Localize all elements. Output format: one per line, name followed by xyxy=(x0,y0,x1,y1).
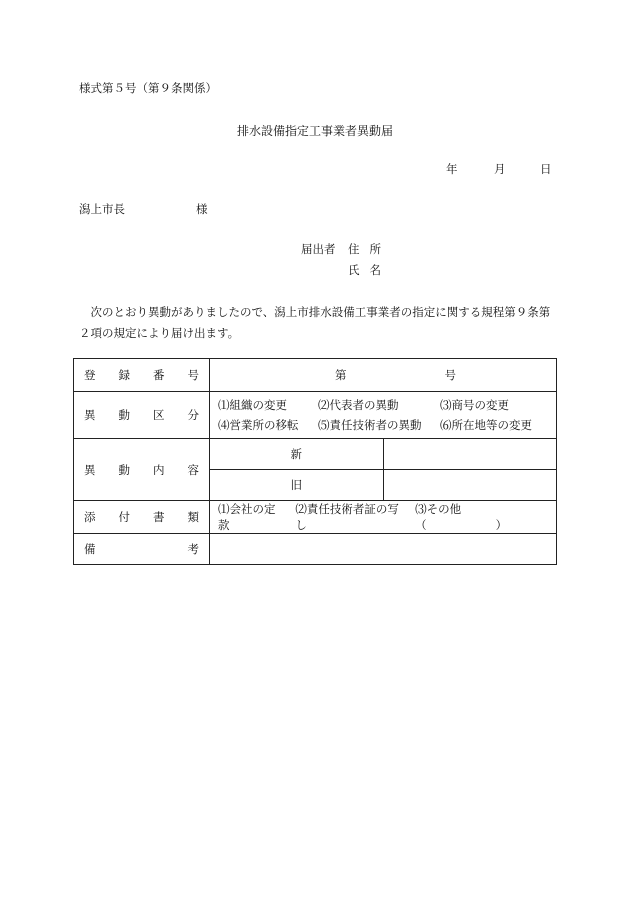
remarks-label: 備 考 xyxy=(74,534,210,565)
registration-suffix: 号 xyxy=(444,368,456,382)
option-office-relocation[interactable]: ⑷営業所の移転 xyxy=(218,418,299,432)
new-label: 新 xyxy=(210,439,384,470)
registration-number-field[interactable] xyxy=(210,359,557,392)
attachment-articles: ⑴会社の定款 xyxy=(218,502,276,532)
remarks-field[interactable] xyxy=(210,534,557,565)
body-text: 次のとおり異動がありましたので、潟上市排水設備工事業者の指定に関する規程第９条第２項の規定により届け出ます。 xyxy=(79,305,551,340)
notifier-label: 届出者 xyxy=(301,242,336,256)
option-organization-change[interactable]: ⑴組織の変更 xyxy=(218,398,287,412)
form-number: 様式第５号（第９条関係） xyxy=(79,81,217,95)
new-details-field[interactable] xyxy=(383,439,557,470)
date-day: 日 xyxy=(540,162,552,176)
address-label: 住所 xyxy=(348,242,391,256)
classification-label: 異 動 区 分 xyxy=(74,392,210,439)
registration-prefix: 第 xyxy=(335,368,347,382)
option-trade-name-change[interactable]: ⑶商号の変更 xyxy=(440,398,509,412)
name-label: 氏名 xyxy=(348,263,391,277)
remarks-row xyxy=(74,534,557,565)
old-details-field[interactable] xyxy=(383,470,557,501)
registration-label: 登 録 番 号 xyxy=(74,359,210,392)
option-representative-change[interactable]: ⑵代表者の異動 xyxy=(318,398,399,412)
honorific: 様 xyxy=(196,202,208,216)
registration-row xyxy=(74,359,557,392)
attachments-row xyxy=(74,501,557,534)
option-engineer-change[interactable]: ⑸責任技術者の異動 xyxy=(318,418,422,432)
date-year: 年 xyxy=(446,162,458,176)
classification-row xyxy=(74,392,557,439)
document-title: 排水設備指定工事業者異動届 xyxy=(236,124,393,138)
attachments-label: 添 付 書 類 xyxy=(74,501,210,534)
attachment-engineer-certificate: ⑵責任技術者証の写し xyxy=(295,502,399,532)
attachments-list xyxy=(210,501,557,534)
date-month: 月 xyxy=(494,162,506,176)
notification-table xyxy=(73,358,557,565)
addressee: 潟上市長 xyxy=(79,202,125,216)
attachment-other[interactable]: ⑶その他（ ） xyxy=(415,502,508,532)
option-location-change[interactable]: ⑹所在地等の変更 xyxy=(440,418,532,432)
old-label: 旧 xyxy=(210,470,384,501)
change-new-row xyxy=(74,439,557,470)
change-details-label: 異 動 内 容 xyxy=(74,439,210,501)
classification-options xyxy=(210,392,557,439)
